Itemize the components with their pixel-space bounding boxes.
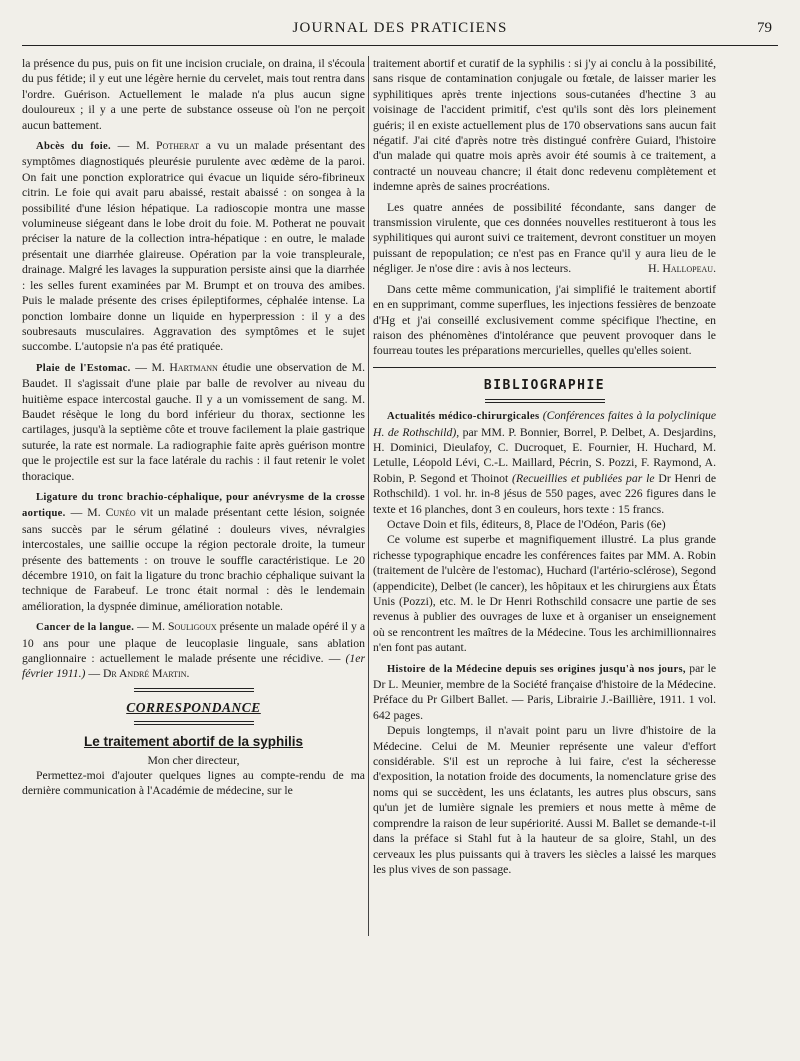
section-separator [485, 399, 605, 403]
actualites-body: par MM. P. Bonnier, Borrel, P. Delbet, A. Desjardins, H. Dominici, Dieulafoy, C. Ducroquet, E. Fournier, H. Huchard, M. Letulle, Léopold Lévi, C.-L. Maillard, Pécrin, S. Pozzi, F. Raymond, A. Robin, P. Segond et Thoinot [373, 425, 716, 485]
cancer-heading: Cancer de la langue. [36, 622, 135, 634]
header-rule [22, 45, 778, 46]
plaie-author: M. Hartmann [151, 360, 218, 374]
page-number: 79 [757, 20, 772, 36]
histoire-entry [373, 661, 716, 724]
actualites-body-2: Dr Henri de Rothschild). 1 vol. hr. in-8 jésus de 550 pages, avec 226 figures dans le texte et 16 planches, dont 3 en couleurs, hors texte : 15 francs. [373, 471, 717, 516]
right-column [373, 56, 716, 877]
section-separator [134, 721, 254, 725]
article-title: Le traitement abortif de la syphilis [83, 734, 304, 750]
histoire-review: Depuis longtemps, il n'avait point paru un livre d'histoire de la Médecine. Celui de M. Meunier représente une valeur d'effort considérable. S'il est un reproche à lui faire, c'est la sécheresse d'exposition, la notation froide des documents, la nomenclature grise des noms qui se succèdent, les uns éclatants, les autres plus obscurs, sans qu'un jet de lumière signale les premiers et nous mette à même de comprendre la raison de leur supériorité. Aussi M. Ballet se demande-t-il dans la préface si Stahl fut à la hauteur de sa gloire, Stahl, un des cerveaux les plus puissants qui à travers les siècles a laissé les marques les plus vives de son passage. [373, 724, 716, 876]
cancer-date: (1er février 1911.) [22, 652, 366, 681]
ligature-heading: Ligature du tronc brachio-céphalique, pour anévrysme de la crosse aortique. [22, 491, 365, 520]
letter-paragraph-2 [373, 200, 716, 277]
column-divider [368, 56, 369, 936]
correspondance-title: CORRESPONDANCE [126, 699, 261, 715]
ligature-body: vit un malade présentant cette lésion, soignée sans succès par le sérum gélatiné : douleurs vives, névralgies intercostales, une saillie occupe la région pectorale droite, la tumeur présente des battements : on trouve le souffle caractéristique. Le 20 décembre 1910, on fait la ligature du tronc brachio céphalique suivant la technique de Farabeuf. Le tronc était normal : dès le lendemain amélioration, la dyspnée diminue, amélioration notable. [22, 506, 365, 613]
plaie-section: Plaie de l'Estomac. — M. Hartmann étudie une observation de M. Baudet. Il s'agissait d'une plaie par balle de revolver au niveau du huitième espace intercostal gauche. Il y a un vomissement de sang. M. Baudet résèque le long du bord inférieur du thorax, sectionne les cartilages, jusqu'à la septième côte et trouve facilement la plaie gastrique suturée, la rate est normale. La radiographie faite après guérison montre que le projectile est sur la face latérale du rachis : il faut retenir le volet thoracique. [22, 360, 365, 483]
ligature-author: M. Cunéo [87, 506, 136, 520]
letter-paragraph-2-text: Les quatre années de possibilité fécondante, sans danger de transmission virulente, que ces données nouvelles restitueront à tous les syphilitiques qui auront suivi ce traitement, devront constituer un moyen puissant de repopulation; ce n'est pas en France qu'il y aura lieu de le négliger. Je n'ose dire : avis à nos lecteurs. [373, 200, 716, 276]
actualites-review: Ce volume est superbe et magnifiquement illustré. La plus grande richesse typographique encadre les conférences faites par MM. A. Robin (traitement de l'ulcère de l'estomac), Huchard (l'artério-sclérose), Segond (appendicite), Delbet (le cancer), les hôpitaux et les chirurgiens aux États Unis (Pozzi), etc. M. le Dr Henri Rothschild consacre une partie de ses revenus à publier des ouvrages de luxe et à organiser un enseignement où se rencontrent les maîtres de la Médecine. Tous les archimillionnaires n'en font pas autant. [373, 533, 716, 655]
section-separator [134, 688, 254, 692]
actualites-publisher: Octave Doin et fils, éditeurs, 8, Place de l'Odéon, Paris (6e) [387, 517, 666, 531]
actualites-italic: (Conférences faites à la polyclinique H. de Rothschild), [373, 409, 717, 439]
plaie-body: étudie une observation de M. Baudet. Il s'agissait d'une plaie par balle de revolver au niveau du huitième espace intercostal gauche. Il y a un vomissement de sang. M. Baudet résèque le long du bord inférieur du thorax, sectionne les cartilages, jusqu'à la septième côte et trouve facilement la plaie gastrique suturée, la rate est normale. La radiographie faite après guérison montre que le projectile est sur la face latérale du rachis : il faut retenir le volet thoracique. [22, 360, 365, 483]
abces-heading: Abcès du foie. [36, 141, 111, 153]
cancer-signature: Dr André Martin. [102, 667, 190, 681]
cancer-section: Cancer de la langue. — M. Souligoux présente un malade opéré il y a 10 ans pour une plaque de leucoplasie linguale, sans ablation ganglionnaire : actuellement le malade présente une récidive. — (1er février 1911.) — Dr André Martin. [22, 620, 366, 681]
salutation: Mon cher directeur, [147, 753, 240, 767]
letter-start: Permettez-moi d'ajouter quelques lignes au compte-rendu de ma dernière communication à l'Académie de médecine, sur le [22, 769, 365, 798]
actualites-heading: Actualités médico-chirurgicales [387, 411, 540, 423]
intro-paragraph: la présence du pus, puis on fit une incision cruciale, on draina, il s'écoula du pus fétide; il y eut une légère hernie du cervelet, mais tout rentra dans l'ordre. Guérison. Actuellement le malade n'a plus aucun signe douloureux ; il y a une perte de substance osseuse où l'on ne perçoit aucun battement. [22, 57, 365, 132]
abces-section: Abcès du foie. — M. Potherat a vu un malade présentant des symptômes diagnostiqués pleurésie purulente avec œdème de la paroi. On fait une ponction exploratrice qui évacue un liquide séro-fibrineux citrin. Le foie qui avait paru abaissé, restait abaissé : on songea à la possibilité d'une lésion hépatique. La radioscopie montra une masse volumineuse siégeant dans le lobe droit du foie. M. Potherat ne pouvait préciser la nature de la collection intra-hépatique : en outre, le malade présentait une diarrhée glaireuse. Opération par la voie transpleurale, drainage. Malgré les lavages la suppuration persiste ainsi que la diarrhée : les selles furent examinées par M. Brumpt et on trouva des amibes. Puis le malade présente des crises épileptiformes, céphalée intense. La ponction lombaire donne un liquide en hyperpression : il y a des soubresauts musculaires. Aggravation des symptômes et le sujet succombe. L'autopsie n'a pas été pratiquée. [22, 139, 366, 354]
plaie-heading: Plaie de l'Estomac. [36, 362, 131, 374]
letter-continuation: traitement abortif et curatif de la syphilis : si j'y ai conclu à la possibilité, sans risque de contamination conjugale ou fœtale, de laisser marier les syphilitiques après trente injections sous-cutanées d'hectine 3 au voisinage de l'accident primitif, c'est qu'ils sont dès lors pleinement guéris; il en existe actuellement plus de 170 observations sans aucun fait négatif. J'ai cité d'après notre très distingué confrère Guiard, l'histoire d'un malade qui quatre mois après avoir été soumis à ce traitement, a contracté un nouveau chancre; il était donc redevenu complètement et indemne après de saines procréations. [373, 57, 716, 194]
page-header [22, 14, 778, 50]
bibliographie-block [373, 367, 716, 878]
abces-author: M. Potherat [136, 139, 199, 153]
histoire-body: par le Dr L. Meunier, membre de la Société française d'histoire de la Médecine. Préface du Pr Gilbert Ballet. — Paris, Librairie J.-Baillière, 1911. 1 vol. 642 pages. [373, 661, 717, 722]
cancer-dash: — [88, 667, 101, 681]
histoire-heading: Histoire de la Médecine depuis ses origines jusqu'à nos jours, [387, 663, 686, 675]
cancer-author: M. Souligoux [151, 620, 217, 634]
running-title: JOURNAL DES PRATICIENS [292, 20, 508, 36]
ligature-section: Ligature du tronc brachio-céphalique, pour anévrysme de la crosse aortique. — M. Cunéo vit un malade présentant cette lésion, soignée sans succès par le sérum gélatiné : douleurs vives, névralgies intercostales, une saillie occupe la région pectorale droite, la tumeur présente des battements : on trouve le souffle caractéristique. Le 20 décembre 1910, on fait la ligature du tronc brachio céphalique suivant la technique de Farabeuf. Le tronc était normal : dès le lendemain amélioration, la dyspnée diminue, amélioration notable. [22, 491, 365, 613]
left-column [22, 56, 365, 799]
actualites-italic-2: (Recueillies et publiées par le [512, 471, 655, 485]
abces-body: a vu un malade présentant des symptômes diagnostiqués pleurésie purulente avec œdème de la paroi. On fait une ponction exploratrice qui évacue un liquide séro-fibrineux citrin. Le foie qui avait paru abaissé, restait abaissé : on songea à la possibilité d'une lésion hépatique. La radioscopie montra une masse volumineuse siégeant dans le lobe droit du foie. M. Potherat ne pouvait préciser la nature de la collection intra-hépatique : en outre, le malade présentait une diarrhée glaireuse. Opération par la voie transpleurale, drainage. Malgré les lavages la suppuration persiste ainsi que la diarrhée : les selles furent examinées par M. Brumpt et on trouva des amibes. Puis le malade présente des crises épileptiformes, céphalée intense. La ponction lombaire donne un liquide en hyperpression : il y a des soubresauts musculaires. Aggravation des symptômes et le sujet succombe. L'autopsie n'a pas été pratiquée. [22, 139, 366, 354]
cancer-body: présente un malade opéré il y a 10 ans pour une plaque de leucoplasie linguale, sans ablation ganglionnaire : actuellement le malade présente une récidive. — [22, 620, 366, 666]
letter-signature: H. Hallopeau. [648, 262, 716, 276]
bibliographie-title: BIBLIOGRAPHIE [483, 377, 606, 393]
editor-note: Dans cette même communication, j'ai simplifié le traitement abortif en en supprimant, comme superflues, les injections fessières de benzoate d'Hg et j'ai conseillé exclusivement comme spécifique l'hectine, en raison des phénomènes d'intolérance que peuvent provoquer dans le fourreau toutes les préparations mercurielles, quelles qu'elles soient. [373, 282, 716, 358]
actualites-entry [373, 408, 716, 517]
